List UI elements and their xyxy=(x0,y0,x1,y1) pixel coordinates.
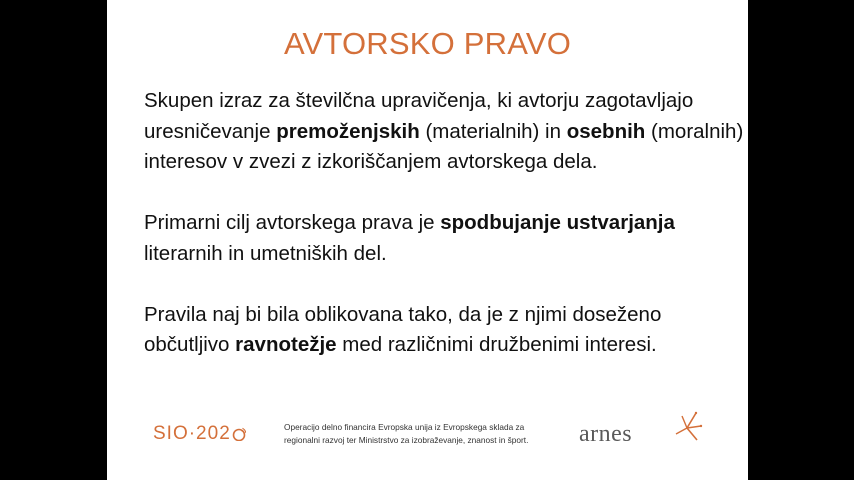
paragraph-3-text: Pravila naj bi bila oblikovana tako, da je z njimi doseženo občutljivo xyxy=(144,302,662,356)
sio-logo-text: SIO·202 xyxy=(153,423,231,444)
bold-spodbujanje-ustvarjanja: spodbujanje ustvarjanja xyxy=(440,211,675,234)
bold-ravnotezje: ravnotežje xyxy=(235,333,337,356)
paragraph-3-text: med različnimi družbenimi interesi. xyxy=(336,333,657,356)
paragraph-1-text: Skupen izraz za številčna upravičenja, ki avtorju zagotavljajo uresničevanje xyxy=(144,89,694,143)
slide-title: AVTORSKO PRAVO xyxy=(283,26,572,61)
slide-body xyxy=(144,86,744,391)
funding-line-1: Operacijo delno financira Evropska unija iz Evropskega sklada za xyxy=(284,422,525,432)
bold-osebnih: osebnih xyxy=(566,119,646,143)
arnes-logo-text: arnes xyxy=(579,421,633,447)
paragraph-2-text: Primarni cilj avtorskega prava je xyxy=(144,211,441,234)
paragraph-2-text: literarnih in umetniških del. xyxy=(144,241,387,265)
paragraph-1 xyxy=(144,86,744,178)
paragraph-1-text: (moralnih) interesov v zvezi z izkoriščanjem avtorskega dela. xyxy=(144,119,744,173)
slide xyxy=(107,0,748,480)
paragraph-3 xyxy=(144,300,744,361)
paragraph-2 xyxy=(144,208,744,269)
slide-footer xyxy=(107,410,748,460)
sio-2020-logo xyxy=(153,423,246,445)
arnes-star-icon xyxy=(670,410,704,446)
bold-premozenjskih: premoženjskih xyxy=(276,119,420,143)
funding-line-2: regionalni razvoj ter Ministrstvo za izobraževanje, znanost in šport. xyxy=(284,435,529,445)
funding-notice xyxy=(284,421,554,447)
signal-zero-icon xyxy=(232,427,246,441)
paragraph-1-text: (materialnih) in xyxy=(419,119,567,143)
